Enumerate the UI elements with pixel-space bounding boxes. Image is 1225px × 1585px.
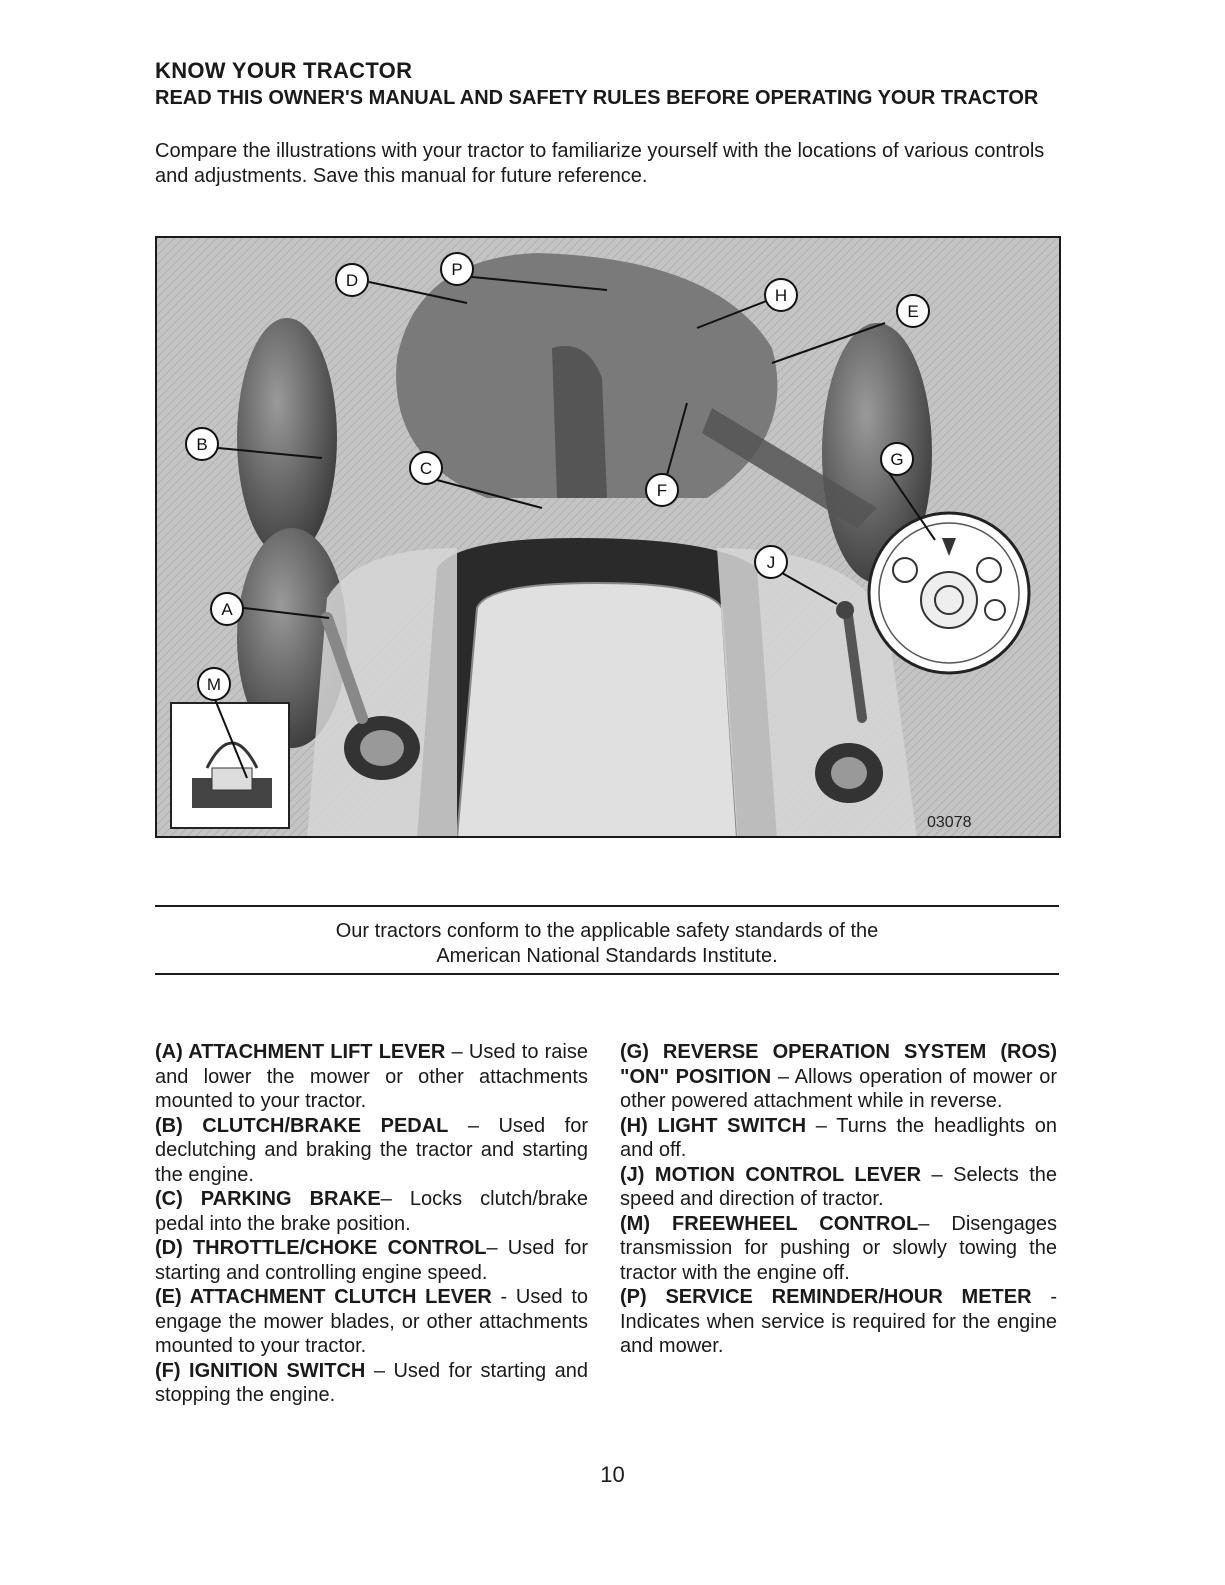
page-number: 10 bbox=[600, 1462, 625, 1487]
callout-label-c: C bbox=[419, 459, 433, 478]
item-term: (D) THROTTLE/CHOKE CONTROL bbox=[155, 1237, 487, 1259]
page-subtitle: READ THIS OWNER'S MANUAL AND SAFETY RULES BEFORE OPERATING YOUR TRACTOR bbox=[155, 87, 1039, 109]
item-desc: – Turns the headlights on and off. bbox=[620, 1114, 1057, 1161]
item-term: (E) ATTACHMENT CLUTCH LEVER bbox=[155, 1286, 492, 1308]
item-parking-brake bbox=[155, 1187, 588, 1236]
page-title: KNOW YOUR TRACTOR bbox=[155, 58, 413, 83]
callout-label-j: J bbox=[766, 553, 776, 572]
item-term: (F) IGNITION SWITCH bbox=[155, 1359, 366, 1382]
item-term: (C) PARKING BRAKE bbox=[155, 1188, 381, 1210]
tractor-controls-illustration bbox=[155, 236, 1061, 838]
item-desc: – Selects the speed and direction of tractor. bbox=[620, 1163, 1057, 1210]
controls-list-left bbox=[155, 1040, 588, 1408]
callout-label-g: G bbox=[890, 450, 904, 469]
item-attachment-lift-lever bbox=[155, 1040, 588, 1114]
item-service-reminder-hour-meter bbox=[620, 1285, 1057, 1359]
callout-label-d: D bbox=[345, 271, 359, 290]
controls-list-right bbox=[620, 1040, 1057, 1359]
callout-label-e: E bbox=[907, 302, 919, 321]
item-attachment-clutch-lever bbox=[155, 1285, 588, 1359]
item-term: (B) CLUTCH/BRAKE PEDAL bbox=[155, 1114, 449, 1137]
item-term: (G) REVERSE OPERATION SYSTEM (ROS) "ON" POSITION bbox=[620, 1041, 1057, 1088]
callout-label-p: P bbox=[451, 260, 463, 279]
callout-label-m: M bbox=[206, 675, 222, 694]
item-desc: – Disengages transmission for pushing or slowly towing the tractor with the engine off. bbox=[620, 1212, 1057, 1284]
notice-line-1: Our tractors conform to the applicable safety standards of the bbox=[335, 920, 879, 942]
item-desc: – Used for starting and stopping the engine. bbox=[155, 1359, 588, 1406]
callout-label-b: B bbox=[196, 435, 208, 454]
item-desc: – Used for starting and controlling engine speed. bbox=[155, 1237, 589, 1284]
item-desc: – Allows operation of mower or other powered attachment while in reverse. bbox=[620, 1065, 1057, 1112]
freewheel-inset bbox=[171, 703, 289, 828]
figure-number: 03078 bbox=[927, 814, 972, 831]
item-term: (J) MOTION CONTROL LEVER bbox=[620, 1163, 922, 1186]
item-desc: - Indicates when service is required for the engine and mower. bbox=[620, 1286, 1058, 1357]
item-clutch-brake-pedal bbox=[155, 1114, 588, 1188]
item-reverse-operation-system bbox=[620, 1040, 1057, 1114]
intro-paragraph: Compare the illustrations with your tractor to familiarize yourself with the locations of various controls and adjustments. Save this manual for future reference. bbox=[155, 140, 1045, 187]
item-term: (A) ATTACHMENT LIFT LEVER bbox=[155, 1041, 446, 1063]
top-rule bbox=[155, 905, 1059, 907]
callout-label-h: H bbox=[774, 286, 788, 305]
item-desc: - Used to engage the mower blades, or other attachments mounted to your tractor. bbox=[155, 1286, 589, 1357]
item-desc: – Locks clutch/brake pedal into the brake position. bbox=[155, 1188, 588, 1235]
callout-label-a: A bbox=[221, 600, 233, 619]
item-desc: – Used for declutching and braking the tractor and starting the engine. bbox=[155, 1114, 588, 1186]
seat-cushion bbox=[457, 583, 737, 836]
item-term: (H) LIGHT SWITCH bbox=[620, 1114, 807, 1137]
item-term: (P) SERVICE REMINDER/HOUR METER bbox=[620, 1286, 1032, 1308]
standards-notice bbox=[155, 919, 1059, 969]
item-ignition-switch bbox=[155, 1359, 588, 1408]
item-freewheel-control bbox=[620, 1212, 1057, 1286]
item-desc: – Used to raise and lower the mower or other attachments mounted to your tractor. bbox=[155, 1041, 588, 1112]
item-motion-control-lever bbox=[620, 1163, 1057, 1212]
notice-line-2: American National Standards Institute. bbox=[436, 945, 778, 967]
item-light-switch bbox=[620, 1114, 1057, 1163]
item-term: (M) FREEWHEEL CONTROL bbox=[620, 1212, 919, 1235]
left-front-tire bbox=[237, 318, 337, 558]
callout-label-f: F bbox=[656, 481, 668, 500]
bottom-rule bbox=[155, 973, 1059, 975]
item-throttle-choke-control bbox=[155, 1236, 588, 1285]
